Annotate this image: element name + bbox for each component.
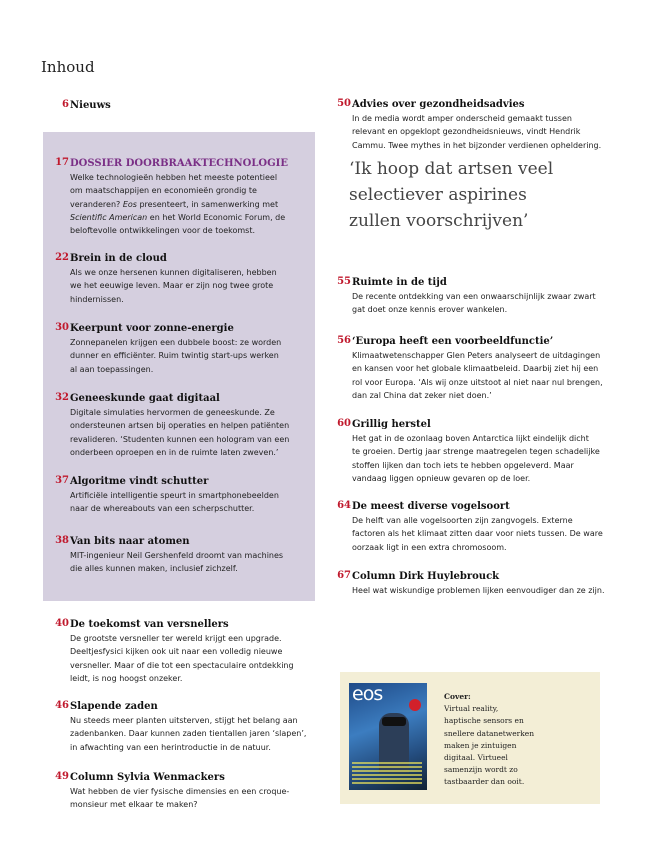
page-number: 49 [55,771,69,782]
vr-headset [382,717,406,726]
description-line: Welke technologieën hebben het meeste potentieel [70,173,278,182]
entry-description [352,349,607,402]
cover-box [340,672,600,804]
toc-entry[interactable] [337,98,607,152]
cover-line: snellere datanetwerken [444,728,535,738]
page-number: 22 [55,252,69,263]
toc-entry[interactable] [337,500,607,554]
description-line: rol voor Europa. ‘Als wij onze uitstoot al niet naar nul brengen, [352,377,603,387]
page-number: 46 [55,700,69,711]
entry-title: Van bits naar atomen [70,536,190,547]
description-line: te groeien. Dertig jaar strenge maatregelen tegen schadelijke [352,447,600,457]
toc-entry[interactable] [55,157,325,237]
description-line: De recente ontdekking van een onwaarschijnlijk zwaar zwart [352,292,596,301]
description-line: die alles kunnen maken, inclusief zichzelf. [70,564,238,574]
description-line: Deeltjesfysici kijken ook uit naar een volledig nieuwe [70,647,283,657]
description-line: Artificiële intelligentie speurt in smartphonebeelden [70,491,279,500]
page-number: 6 [62,99,69,110]
cover-image[interactable] [349,683,427,790]
entry-description [70,714,325,754]
page-title: Inhoud [41,58,95,76]
description-line: MIT-ingenieur Neil Gershenfeld droomt van machines [70,551,284,560]
toc-entry[interactable] [55,322,325,376]
entry-description [70,549,325,576]
description-line: Scientific American en het World Economic Forum, de [70,212,286,222]
entry-title: Column Sylvia Wenmackers [70,772,225,783]
cover-line: Virtual reality, [444,704,499,714]
entry-title: Nieuws [70,100,111,111]
cover-logo: eos [352,683,383,705]
cover-badge [409,699,421,711]
entry-title: De toekomst van versnellers [70,619,229,630]
page-number: 40 [55,618,69,629]
description-line: Klimaatwetenschapper Glen Peters analyseert de uitdagingen [352,351,601,360]
description-line: veranderen? Eos presenteert, in samenwerking met [70,199,279,209]
cover-line: tastbaarder dan ooit. [444,777,525,787]
description-line: gat doet onze kennis erover wankelen. [352,305,508,315]
toc-entry[interactable] [55,618,325,685]
toc-entry[interactable] [55,252,325,306]
description-line: Zonnepanelen krijgen een dubbele boost: ze worden [70,338,282,347]
description-line: vandaag liggen opnieuw gevaren op de loer. [352,473,531,483]
page-number: 17 [55,157,69,168]
cover-line: maken je zintuigen [444,740,517,750]
toc-entry[interactable] [337,570,607,597]
description-line: ondersteunen artsen bij operaties en helpen patiënten [70,421,290,431]
entry-description [70,406,325,459]
description-line: dan zal China dat zeker niet doen.’ [352,390,492,400]
description-line: stoffen lijken dan toch iets te hebben opgeleverd. Maar [352,460,574,470]
description-line: Als we onze hersenen kunnen digitaliseren, hebben [70,268,277,277]
description-line: en kansen voor het globale klimaatbeleid. Daarbij ziet hij een [352,364,599,374]
description-line: hindernissen. [70,294,124,304]
quote-line: zullen voorschrijven’ [349,211,529,231]
entry-description [352,432,607,485]
page-number: 38 [55,535,69,546]
description-line: Wat hebben de vier fysische dimensies en een croque- [70,787,290,796]
description-line: beloftevolle ontwikkelingen voor de toekomst. [70,226,256,236]
description-line: Het gat in de ozonlaag boven Antarctica lijkt eindelijk dicht [352,434,589,443]
description-line: zadenbanken. Daar kunnen zaden tientallen jaren ‘slapen’, [70,729,307,739]
cover-caption [444,691,534,789]
entry-description [70,266,325,306]
toc-entry[interactable] [337,335,607,402]
pull-quote [349,156,553,234]
toc-entry[interactable] [55,392,325,459]
description-line: Cammu. Twee mythes in het bijzonder verdienen opheldering. [352,140,602,150]
entry-description [352,290,607,317]
toc-entry[interactable] [55,771,325,812]
cover-headlines [352,762,422,784]
description-line: De grootste versneller ter wereld krijgt een upgrade. [70,634,282,643]
entry-description [70,489,325,516]
toc-entry[interactable] [62,99,325,113]
entry-description [352,112,607,152]
description-line: in afwachting van een herintroductie in de natuur. [70,742,271,752]
page-number: 55 [337,276,351,287]
cover-line: digitaal. Virtueel [444,753,508,763]
description-line: onderbeen oproepen en in de ruimte laten zweven.’ [70,447,279,457]
description-line: we het eeuwige leven. Maar er zijn nog twee grote [70,281,274,291]
toc-entry[interactable] [55,700,325,754]
entry-description [70,336,325,376]
toc-entry[interactable] [55,475,325,516]
description-line: om maatschappijen en economieën grondig te [70,186,257,196]
entry-title: DOSSIER DOORBRAAKTECHNOLOGIE [70,158,288,169]
entry-title: Ruimte in de tijd [352,277,447,288]
entry-title: Geneeskunde gaat digitaal [70,393,220,404]
entry-title: Column Dirk Huylebrouck [352,571,500,582]
description-line: naar de whereabouts van een scherpschutter. [70,504,255,514]
description-line: Nu steeds meer planten uitsterven, stijgt het belang aan [70,716,298,725]
entry-title: Keerpunt voor zonne-energie [70,323,234,334]
page-number: 60 [337,418,351,429]
description-line: versneller. Maar of die tot een spectaculaire ontdekking [70,660,294,670]
entry-title: Brein in de cloud [70,253,167,264]
description-line: Heel wat wiskundige problemen lijken eenvoudiger dan ze zijn. [352,586,605,595]
toc-entry[interactable] [337,276,607,317]
page-number: 56 [337,335,351,346]
page-number: 64 [337,500,351,511]
quote-line: selectiever aspirines [349,185,527,205]
page-number: 50 [337,98,351,109]
page-number: 37 [55,475,69,486]
description-line: monsieur met elkaar te maken? [70,800,198,810]
cover-line: samenzijn wordt zo [444,765,518,775]
toc-entry[interactable] [55,535,325,576]
description-line: al aan toepassingen. [70,364,154,374]
entry-description [70,171,325,237]
entry-description [352,514,607,554]
entry-description [70,632,325,685]
toc-entry[interactable] [337,418,607,485]
cover-line: haptische sensors en [444,716,524,726]
description-line: dunner en efficiënter. Ruim twintig start-ups werken [70,351,279,361]
description-line: In de media wordt amper onderscheid gemaakt tussen [352,114,572,123]
entry-description [352,584,607,597]
entry-title: Advies over gezondheidsadvies [352,99,525,110]
description-line: De helft van alle vogelsoorten zijn zangvogels. Externe [352,516,573,525]
entry-title: ‘Europa heeft een voorbeeldfunctie’ [352,336,554,347]
page-number: 30 [55,322,69,333]
entry-title: De meest diverse vogelsoort [352,501,510,512]
description-line: oorzaak ligt in een extra chromosoom. [352,542,507,552]
entry-title: Slapende zaden [70,701,158,712]
quote-line: ‘Ik hoop dat artsen veel [349,159,554,179]
description-line: revalideren. ‘Studenten kunnen een hologram van een [70,434,290,444]
entry-description [70,785,325,812]
page-number: 32 [55,392,69,403]
description-line: leidt, is nog hoogst onzeker. [70,673,183,683]
entry-title: Grillig herstel [352,419,431,430]
description-line: factoren als het klimaat zitten daar voor niets tussen. De ware [352,529,603,539]
description-line: Digitale simulaties hervormen de geneeskunde. Ze [70,408,275,417]
cover-label: Cover: [444,692,471,701]
entry-title: Algoritme vindt schutter [70,476,209,487]
page-number: 67 [337,570,351,581]
description-line: relevant en opgeklopt gezondheidsnieuws, vindt Hendrik [352,127,581,137]
